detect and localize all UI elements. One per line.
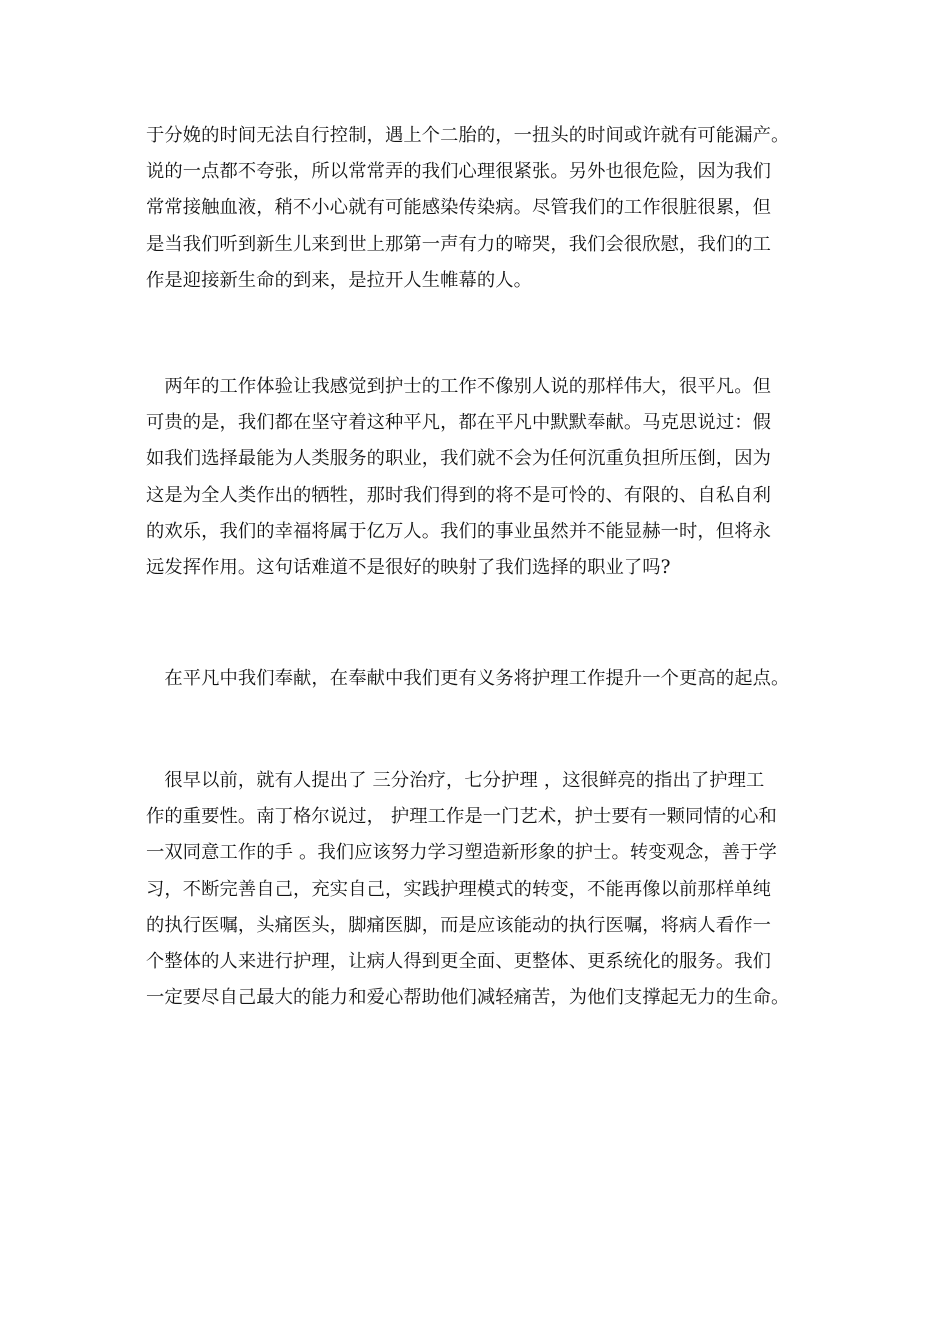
paragraph-1 <box>146 118 826 299</box>
text-line: 作是迎接新生命的到来，是拉开人生帷幕的人。 <box>146 269 533 291</box>
text-line: 一定要尽自己最大的能力和爱心帮助他们减轻痛苦，为他们支撑起无力的生命。 <box>146 987 790 1009</box>
text-line: 可贵的是，我们都在坚守着这种平凡，都在平凡中默默奉献。马克思说过：假 <box>146 412 771 434</box>
text-line: 在平凡中我们奉献，在奉献中我们更有义务将护理工作提升一个更高的起点。 <box>146 668 790 689</box>
text-line: 远发挥作用。这句话难道不是很好的映射了我们选择的职业了吗? <box>146 556 671 578</box>
text-line: 于分娩的时间无法自行控制，遇上个二胎的，一扭头的时间或许就有可能漏产。 <box>146 125 790 146</box>
text-line: 这是为全人类作出的牺牲，那时我们得到的将不是可怜的、有限的、自私自利 <box>146 484 771 506</box>
text-line: 常常接触血液，稍不小心就有可能感染传染病。尽管我们的工作很脏很累，但 <box>146 197 771 219</box>
text-line: 一双同意工作的手 。我们应该努力学习塑造新形象的护士。转变观念，善于学 <box>146 842 777 864</box>
text-line: 的欢乐，我们的幸福将属于亿万人。我们的事业虽然并不能显赫一时，但将永 <box>146 520 771 542</box>
text-line: 如我们选择最能为人类服务的职业，我们就不会为任何沉重负担所压倒，因为 <box>146 448 771 470</box>
paragraph-2 <box>146 369 826 586</box>
text-line: 是当我们听到新生儿来到世上那第一声有力的啼哭，我们会很欣慰，我们的工 <box>146 233 771 255</box>
text-line: 作的重要性。南丁格尔说过， 护理工作是一门艺术，护士要有一颗同情的心和 <box>146 806 777 828</box>
text-line: 习，不断完善自己，充实自己，实践护理模式的转变，不能再像以前那样单纯 <box>146 878 771 900</box>
text-line: 两年的工作体验让我感觉到护士的工作不像别人说的那样伟大，很平凡。但 <box>146 376 771 397</box>
text-line: 说的一点都不夸张，所以常常弄的我们心理很紧张。另外也很危险，因为我们 <box>146 161 771 183</box>
text-line: 个整体的人来进行护理，让病人得到更全面、更整体、更系统化的服务。我们 <box>146 950 771 972</box>
text-line: 的执行医嘱，头痛医头，脚痛医脚，而是应该能动的执行医嘱，将病人看作一 <box>146 914 771 936</box>
paragraph-3 <box>146 661 826 697</box>
paragraph-4 <box>146 763 826 1016</box>
text-line: 很早以前，就有人提出了 三分治疗，七分护理 ，这很鲜亮的指出了护理工 <box>146 770 765 791</box>
